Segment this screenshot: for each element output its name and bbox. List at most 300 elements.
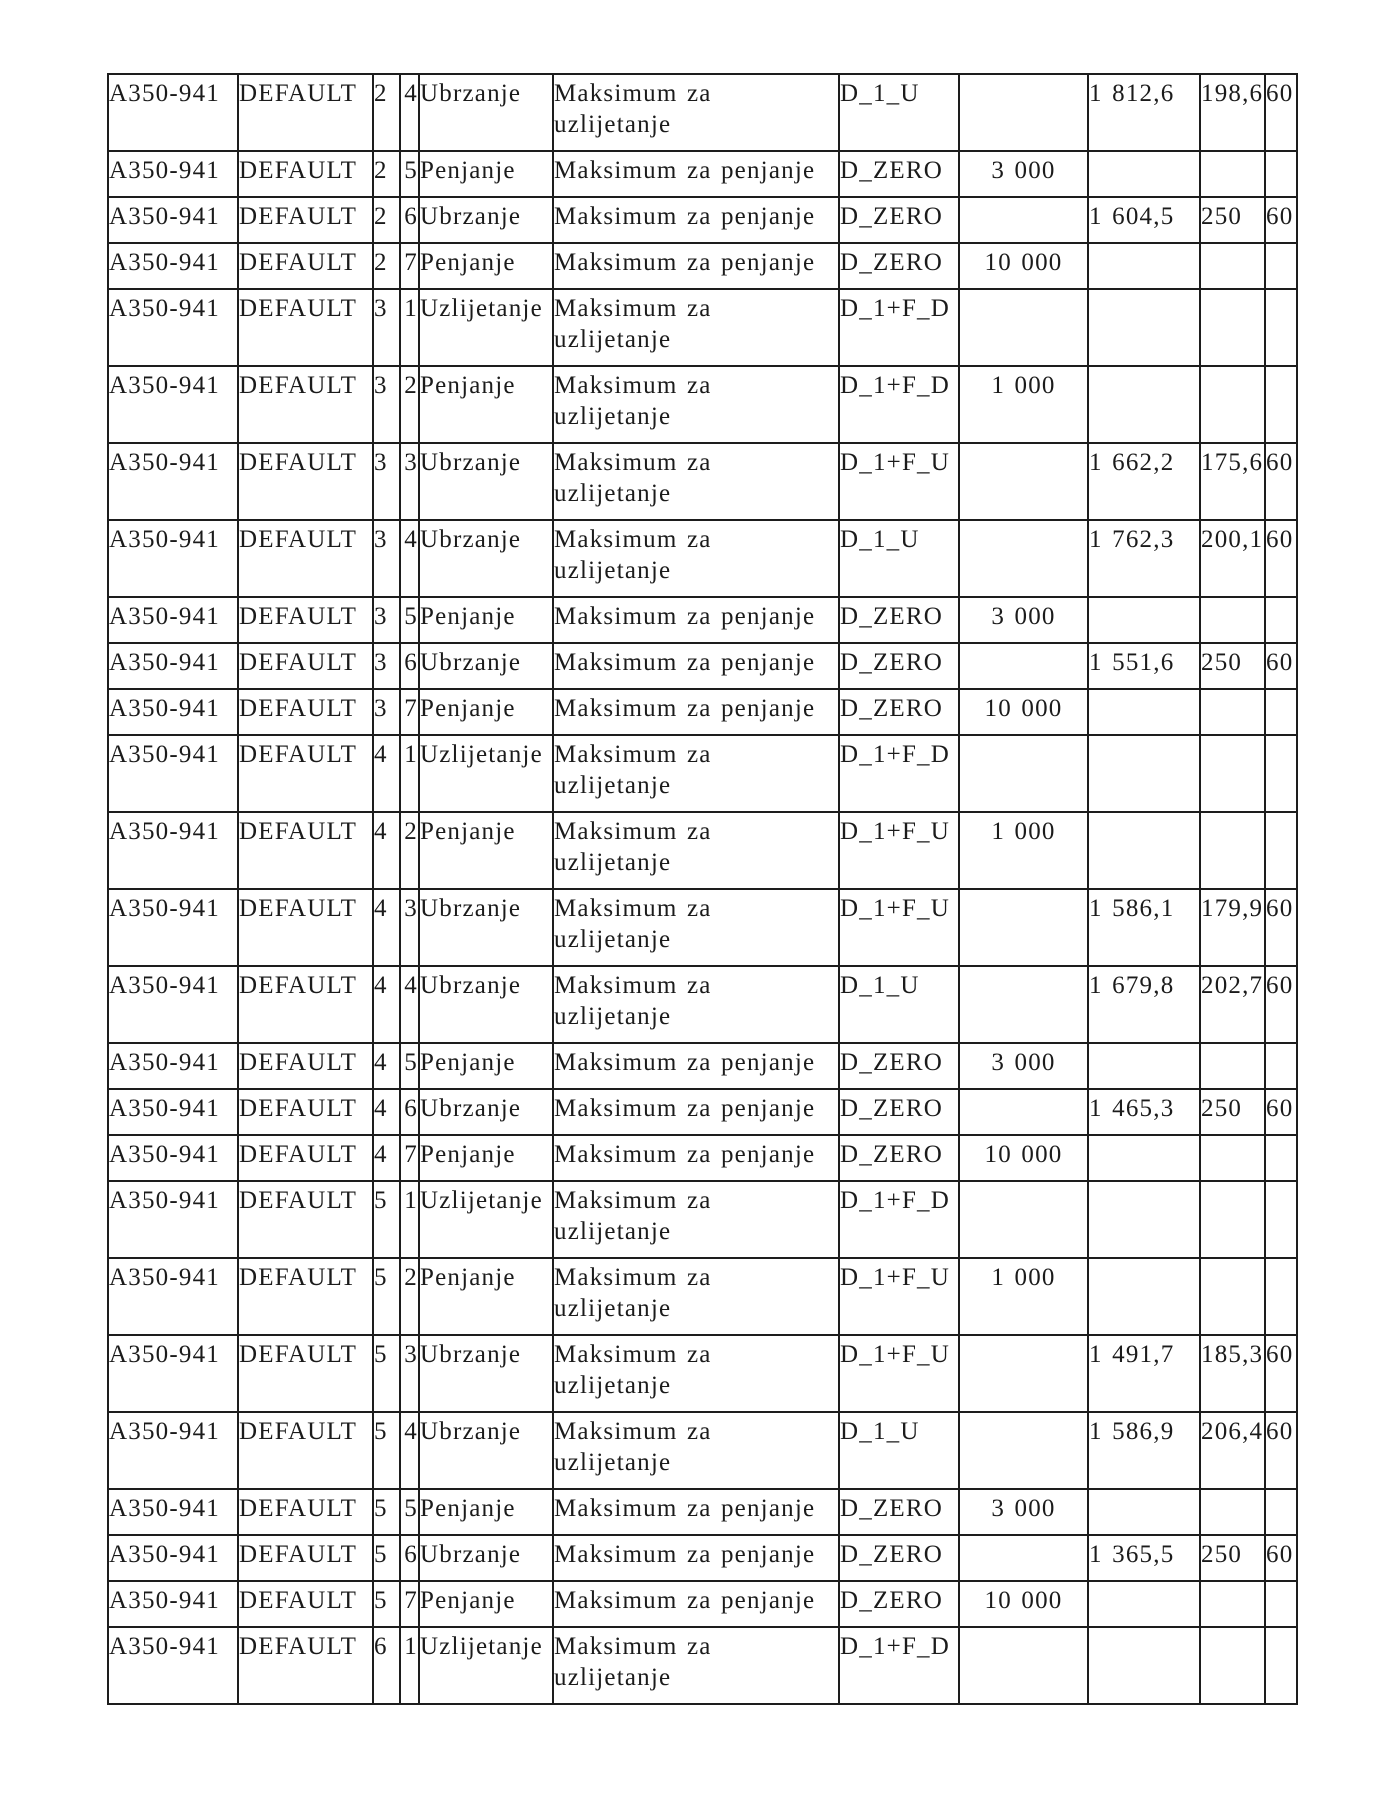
cell-aircraft: A350-941 bbox=[108, 1489, 238, 1535]
table-row bbox=[108, 1535, 1297, 1581]
cell-altitude: 10 000 bbox=[959, 1135, 1088, 1181]
cell-altitude bbox=[959, 889, 1088, 966]
cell-value-3: 60 bbox=[1265, 520, 1297, 597]
cell-segment: Penjanje bbox=[419, 689, 553, 735]
cell-profile: DEFAULT bbox=[238, 366, 373, 443]
table-body bbox=[108, 74, 1297, 1704]
description-text: Maksimum za uzlijetanje bbox=[554, 372, 712, 430]
cell-value-1 bbox=[1088, 1627, 1200, 1704]
cell-point-no: 6 bbox=[400, 643, 419, 689]
table-row bbox=[108, 289, 1297, 366]
cell-value-3 bbox=[1265, 243, 1297, 289]
cell-profile: DEFAULT bbox=[238, 520, 373, 597]
cell-profile-no: 4 bbox=[373, 1135, 400, 1181]
cell-value-3 bbox=[1265, 289, 1297, 366]
cell-point-no: 5 bbox=[400, 1043, 419, 1089]
cell-value-3: 60 bbox=[1265, 1412, 1297, 1489]
cell-profile: DEFAULT bbox=[238, 597, 373, 643]
cell-value-3: 60 bbox=[1265, 1089, 1297, 1135]
cell-value-3 bbox=[1265, 812, 1297, 889]
cell-aircraft: A350-941 bbox=[108, 1181, 238, 1258]
cell-aircraft: A350-941 bbox=[108, 1581, 238, 1627]
cell-value-3: 60 bbox=[1265, 643, 1297, 689]
cell-value-3 bbox=[1265, 1135, 1297, 1181]
cell-profile: DEFAULT bbox=[238, 1135, 373, 1181]
cell-segment: Penjanje bbox=[419, 1258, 553, 1335]
cell-flap-config: D_1_U bbox=[839, 1412, 959, 1489]
cell-value-1: 1 365,5 bbox=[1088, 1535, 1200, 1581]
cell-value-2 bbox=[1200, 1258, 1265, 1335]
cell-point-no: 7 bbox=[400, 1581, 419, 1627]
cell-aircraft: A350-941 bbox=[108, 735, 238, 812]
cell-profile-no: 4 bbox=[373, 735, 400, 812]
cell-thrust-context: Maksimum za penjanje bbox=[553, 1581, 839, 1627]
description-text: Maksimum za uzlijetanje bbox=[554, 295, 712, 353]
cell-aircraft: A350-941 bbox=[108, 520, 238, 597]
cell-aircraft: A350-941 bbox=[108, 243, 238, 289]
cell-point-no: 7 bbox=[400, 689, 419, 735]
cell-aircraft: A350-941 bbox=[108, 151, 238, 197]
cell-value-1 bbox=[1088, 689, 1200, 735]
cell-segment: Penjanje bbox=[419, 597, 553, 643]
cell-segment: Uzlijetanje bbox=[419, 735, 553, 812]
cell-value-2 bbox=[1200, 1581, 1265, 1627]
cell-flap-config: D_1_U bbox=[839, 520, 959, 597]
cell-profile-no: 4 bbox=[373, 966, 400, 1043]
cell-aircraft: A350-941 bbox=[108, 1135, 238, 1181]
cell-thrust-context: Maksimum za penjanje bbox=[553, 1135, 839, 1181]
cell-profile: DEFAULT bbox=[238, 1043, 373, 1089]
cell-value-1 bbox=[1088, 597, 1200, 643]
cell-profile: DEFAULT bbox=[238, 812, 373, 889]
cell-altitude bbox=[959, 443, 1088, 520]
cell-profile-no: 2 bbox=[373, 74, 400, 151]
cell-value-2 bbox=[1200, 1135, 1265, 1181]
cell-profile: DEFAULT bbox=[238, 1181, 373, 1258]
cell-profile-no: 5 bbox=[373, 1489, 400, 1535]
cell-segment: Penjanje bbox=[419, 1135, 553, 1181]
cell-altitude: 10 000 bbox=[959, 243, 1088, 289]
cell-segment: Penjanje bbox=[419, 1581, 553, 1627]
cell-flap-config: D_ZERO bbox=[839, 1043, 959, 1089]
cell-segment: Ubrzanje bbox=[419, 74, 553, 151]
cell-segment: Penjanje bbox=[419, 1043, 553, 1089]
cell-value-1: 1 586,1 bbox=[1088, 889, 1200, 966]
cell-value-3: 60 bbox=[1265, 443, 1297, 520]
cell-profile-no: 2 bbox=[373, 197, 400, 243]
cell-thrust-context bbox=[553, 1412, 839, 1489]
cell-value-3 bbox=[1265, 1181, 1297, 1258]
cell-altitude bbox=[959, 197, 1088, 243]
cell-profile: DEFAULT bbox=[238, 289, 373, 366]
cell-aircraft: A350-941 bbox=[108, 289, 238, 366]
description-text: Maksimum za uzlijetanje bbox=[554, 526, 712, 584]
cell-thrust-context bbox=[553, 289, 839, 366]
cell-altitude: 10 000 bbox=[959, 689, 1088, 735]
cell-value-3: 60 bbox=[1265, 74, 1297, 151]
cell-value-1 bbox=[1088, 1135, 1200, 1181]
cell-profile: DEFAULT bbox=[238, 1412, 373, 1489]
cell-flap-config: D_1_U bbox=[839, 966, 959, 1043]
cell-value-2: 185,3 bbox=[1200, 1335, 1265, 1412]
cell-profile-no: 5 bbox=[373, 1181, 400, 1258]
cell-value-2: 250 bbox=[1200, 1089, 1265, 1135]
cell-flap-config: D_1_U bbox=[839, 74, 959, 151]
cell-thrust-context bbox=[553, 889, 839, 966]
cell-flap-config: D_1+F_U bbox=[839, 1258, 959, 1335]
cell-altitude bbox=[959, 520, 1088, 597]
cell-point-no: 2 bbox=[400, 1258, 419, 1335]
cell-altitude bbox=[959, 74, 1088, 151]
cell-aircraft: A350-941 bbox=[108, 197, 238, 243]
cell-value-2: 202,7 bbox=[1200, 966, 1265, 1043]
cell-value-3 bbox=[1265, 1043, 1297, 1089]
cell-value-2 bbox=[1200, 151, 1265, 197]
cell-segment: Uzlijetanje bbox=[419, 1627, 553, 1704]
cell-value-1: 1 762,3 bbox=[1088, 520, 1200, 597]
description-text: Maksimum za uzlijetanje bbox=[554, 972, 712, 1030]
cell-segment: Ubrzanje bbox=[419, 1335, 553, 1412]
cell-thrust-context: Maksimum za penjanje bbox=[553, 197, 839, 243]
cell-aircraft: A350-941 bbox=[108, 443, 238, 520]
cell-point-no: 1 bbox=[400, 1181, 419, 1258]
cell-flap-config: D_1+F_U bbox=[839, 812, 959, 889]
description-text: Maksimum za uzlijetanje bbox=[554, 449, 712, 507]
cell-profile-no: 6 bbox=[373, 1627, 400, 1704]
cell-value-1 bbox=[1088, 1581, 1200, 1627]
cell-value-1: 1 551,6 bbox=[1088, 643, 1200, 689]
cell-thrust-context: Maksimum za penjanje bbox=[553, 243, 839, 289]
description-text: Maksimum za uzlijetanje bbox=[554, 818, 712, 876]
cell-altitude: 1 000 bbox=[959, 1258, 1088, 1335]
table-row bbox=[108, 1089, 1297, 1135]
cell-aircraft: A350-941 bbox=[108, 1089, 238, 1135]
cell-value-1 bbox=[1088, 243, 1200, 289]
cell-profile-no: 5 bbox=[373, 1581, 400, 1627]
cell-value-1 bbox=[1088, 366, 1200, 443]
cell-value-1: 1 679,8 bbox=[1088, 966, 1200, 1043]
cell-value-3 bbox=[1265, 689, 1297, 735]
table-row bbox=[108, 1335, 1297, 1412]
cell-flap-config: D_ZERO bbox=[839, 1535, 959, 1581]
table-row bbox=[108, 151, 1297, 197]
description-text: Maksimum za uzlijetanje bbox=[554, 1187, 712, 1245]
table-row bbox=[108, 1135, 1297, 1181]
cell-value-2: 175,6 bbox=[1200, 443, 1265, 520]
cell-flap-config: D_1+F_D bbox=[839, 366, 959, 443]
table-row bbox=[108, 735, 1297, 812]
cell-altitude: 3 000 bbox=[959, 1043, 1088, 1089]
cell-value-1: 1 812,6 bbox=[1088, 74, 1200, 151]
table-row bbox=[108, 197, 1297, 243]
cell-value-2 bbox=[1200, 689, 1265, 735]
cell-profile: DEFAULT bbox=[238, 443, 373, 520]
cell-aircraft: A350-941 bbox=[108, 1412, 238, 1489]
cell-altitude bbox=[959, 1335, 1088, 1412]
table-row bbox=[108, 520, 1297, 597]
cell-altitude bbox=[959, 1535, 1088, 1581]
cell-segment: Uzlijetanje bbox=[419, 289, 553, 366]
cell-value-1: 1 586,9 bbox=[1088, 1412, 1200, 1489]
cell-point-no: 6 bbox=[400, 1535, 419, 1581]
cell-profile: DEFAULT bbox=[238, 889, 373, 966]
cell-profile-no: 4 bbox=[373, 1043, 400, 1089]
cell-value-3 bbox=[1265, 1489, 1297, 1535]
cell-segment: Ubrzanje bbox=[419, 197, 553, 243]
cell-profile-no: 5 bbox=[373, 1258, 400, 1335]
cell-value-2 bbox=[1200, 1043, 1265, 1089]
description-text: Maksimum za uzlijetanje bbox=[554, 1264, 712, 1322]
table-row bbox=[108, 243, 1297, 289]
cell-value-2 bbox=[1200, 1181, 1265, 1258]
cell-segment: Ubrzanje bbox=[419, 643, 553, 689]
table-row bbox=[108, 689, 1297, 735]
description-text: Maksimum za uzlijetanje bbox=[554, 895, 712, 953]
cell-thrust-context: Maksimum za penjanje bbox=[553, 1089, 839, 1135]
cell-point-no: 5 bbox=[400, 151, 419, 197]
cell-aircraft: A350-941 bbox=[108, 966, 238, 1043]
cell-value-1: 1 491,7 bbox=[1088, 1335, 1200, 1412]
cell-profile-no: 4 bbox=[373, 812, 400, 889]
cell-point-no: 4 bbox=[400, 1412, 419, 1489]
cell-value-2 bbox=[1200, 1627, 1265, 1704]
cell-value-1 bbox=[1088, 1043, 1200, 1089]
cell-value-1 bbox=[1088, 1489, 1200, 1535]
cell-value-3 bbox=[1265, 1258, 1297, 1335]
cell-value-2: 179,9 bbox=[1200, 889, 1265, 966]
cell-altitude bbox=[959, 1089, 1088, 1135]
cell-profile: DEFAULT bbox=[238, 1089, 373, 1135]
cell-altitude bbox=[959, 966, 1088, 1043]
cell-value-1 bbox=[1088, 1181, 1200, 1258]
cell-altitude: 3 000 bbox=[959, 1489, 1088, 1535]
cell-value-2 bbox=[1200, 1489, 1265, 1535]
description-text: Maksimum za uzlijetanje bbox=[554, 741, 712, 799]
cell-altitude bbox=[959, 643, 1088, 689]
cell-flap-config: D_1+F_D bbox=[839, 735, 959, 812]
table-row bbox=[108, 597, 1297, 643]
cell-value-3 bbox=[1265, 1627, 1297, 1704]
cell-profile-no: 3 bbox=[373, 443, 400, 520]
table-row bbox=[108, 1181, 1297, 1258]
cell-point-no: 1 bbox=[400, 1627, 419, 1704]
cell-aircraft: A350-941 bbox=[108, 1335, 238, 1412]
cell-point-no: 1 bbox=[400, 289, 419, 366]
cell-thrust-context: Maksimum za penjanje bbox=[553, 151, 839, 197]
cell-profile-no: 5 bbox=[373, 1535, 400, 1581]
cell-segment: Penjanje bbox=[419, 1489, 553, 1535]
cell-point-no: 3 bbox=[400, 1335, 419, 1412]
cell-value-2 bbox=[1200, 289, 1265, 366]
cell-thrust-context: Maksimum za penjanje bbox=[553, 689, 839, 735]
cell-thrust-context bbox=[553, 1335, 839, 1412]
cell-profile: DEFAULT bbox=[238, 966, 373, 1043]
table-row bbox=[108, 1489, 1297, 1535]
cell-thrust-context bbox=[553, 366, 839, 443]
cell-flap-config: D_1+F_U bbox=[839, 1335, 959, 1412]
cell-profile-no: 3 bbox=[373, 689, 400, 735]
cell-aircraft: A350-941 bbox=[108, 1535, 238, 1581]
table-row bbox=[108, 443, 1297, 520]
cell-value-1 bbox=[1088, 812, 1200, 889]
cell-value-3 bbox=[1265, 151, 1297, 197]
cell-value-2: 250 bbox=[1200, 197, 1265, 243]
cell-segment: Ubrzanje bbox=[419, 889, 553, 966]
cell-value-3: 60 bbox=[1265, 197, 1297, 243]
cell-flap-config: D_ZERO bbox=[839, 243, 959, 289]
cell-thrust-context bbox=[553, 966, 839, 1043]
cell-altitude bbox=[959, 1181, 1088, 1258]
cell-profile-no: 5 bbox=[373, 1412, 400, 1489]
cell-value-2 bbox=[1200, 735, 1265, 812]
cell-profile: DEFAULT bbox=[238, 1335, 373, 1412]
cell-aircraft: A350-941 bbox=[108, 889, 238, 966]
cell-point-no: 5 bbox=[400, 597, 419, 643]
cell-flap-config: D_ZERO bbox=[839, 643, 959, 689]
cell-segment: Penjanje bbox=[419, 366, 553, 443]
cell-profile-no: 4 bbox=[373, 1089, 400, 1135]
cell-segment: Uzlijetanje bbox=[419, 1181, 553, 1258]
cell-value-1: 1 662,2 bbox=[1088, 443, 1200, 520]
cell-thrust-context bbox=[553, 74, 839, 151]
table-row bbox=[108, 366, 1297, 443]
cell-profile: DEFAULT bbox=[238, 1581, 373, 1627]
cell-value-3 bbox=[1265, 597, 1297, 643]
cell-aircraft: A350-941 bbox=[108, 366, 238, 443]
cell-value-1 bbox=[1088, 289, 1200, 366]
cell-point-no: 6 bbox=[400, 197, 419, 243]
cell-value-2: 198,6 bbox=[1200, 74, 1265, 151]
cell-thrust-context bbox=[553, 1181, 839, 1258]
cell-segment: Ubrzanje bbox=[419, 443, 553, 520]
cell-flap-config: D_ZERO bbox=[839, 597, 959, 643]
cell-profile: DEFAULT bbox=[238, 1535, 373, 1581]
table-row bbox=[108, 74, 1297, 151]
cell-thrust-context: Maksimum za penjanje bbox=[553, 643, 839, 689]
cell-thrust-context: Maksimum za penjanje bbox=[553, 1535, 839, 1581]
cell-aircraft: A350-941 bbox=[108, 1258, 238, 1335]
cell-flap-config: D_ZERO bbox=[839, 197, 959, 243]
cell-profile-no: 3 bbox=[373, 597, 400, 643]
table-row bbox=[108, 1258, 1297, 1335]
cell-profile-no: 2 bbox=[373, 151, 400, 197]
table-row bbox=[108, 643, 1297, 689]
cell-altitude bbox=[959, 289, 1088, 366]
cell-segment: Ubrzanje bbox=[419, 1535, 553, 1581]
cell-flap-config: D_1+F_D bbox=[839, 289, 959, 366]
cell-point-no: 3 bbox=[400, 889, 419, 966]
cell-altitude: 10 000 bbox=[959, 1581, 1088, 1627]
cell-altitude: 1 000 bbox=[959, 812, 1088, 889]
table-row bbox=[108, 1581, 1297, 1627]
cell-profile: DEFAULT bbox=[238, 243, 373, 289]
cell-point-no: 7 bbox=[400, 243, 419, 289]
cell-altitude: 3 000 bbox=[959, 597, 1088, 643]
cell-point-no: 1 bbox=[400, 735, 419, 812]
cell-value-2 bbox=[1200, 243, 1265, 289]
cell-thrust-context: Maksimum za penjanje bbox=[553, 1043, 839, 1089]
cell-flap-config: D_1+F_U bbox=[839, 443, 959, 520]
cell-aircraft: A350-941 bbox=[108, 1627, 238, 1704]
cell-profile-no: 3 bbox=[373, 520, 400, 597]
cell-segment: Ubrzanje bbox=[419, 966, 553, 1043]
cell-thrust-context bbox=[553, 1627, 839, 1704]
cell-value-3: 60 bbox=[1265, 1335, 1297, 1412]
cell-flap-config: D_ZERO bbox=[839, 1089, 959, 1135]
description-text: Maksimum za uzlijetanje bbox=[554, 80, 712, 138]
cell-aircraft: A350-941 bbox=[108, 74, 238, 151]
cell-flap-config: D_ZERO bbox=[839, 151, 959, 197]
aircraft-noise-profile-table bbox=[107, 73, 1298, 1705]
cell-flap-config: D_ZERO bbox=[839, 689, 959, 735]
cell-point-no: 7 bbox=[400, 1135, 419, 1181]
cell-aircraft: A350-941 bbox=[108, 1043, 238, 1089]
cell-thrust-context bbox=[553, 520, 839, 597]
cell-point-no: 5 bbox=[400, 1489, 419, 1535]
cell-value-3: 60 bbox=[1265, 889, 1297, 966]
cell-profile: DEFAULT bbox=[238, 1627, 373, 1704]
cell-flap-config: D_ZERO bbox=[839, 1489, 959, 1535]
cell-altitude bbox=[959, 735, 1088, 812]
cell-value-2 bbox=[1200, 366, 1265, 443]
cell-segment: Penjanje bbox=[419, 243, 553, 289]
cell-value-1 bbox=[1088, 735, 1200, 812]
table-row bbox=[108, 1412, 1297, 1489]
cell-value-1 bbox=[1088, 151, 1200, 197]
cell-altitude bbox=[959, 1627, 1088, 1704]
cell-segment: Ubrzanje bbox=[419, 1412, 553, 1489]
cell-value-3 bbox=[1265, 1581, 1297, 1627]
cell-value-2: 200,1 bbox=[1200, 520, 1265, 597]
cell-flap-config: D_ZERO bbox=[839, 1135, 959, 1181]
cell-point-no: 4 bbox=[400, 74, 419, 151]
cell-altitude: 1 000 bbox=[959, 366, 1088, 443]
cell-profile-no: 4 bbox=[373, 889, 400, 966]
cell-value-2 bbox=[1200, 812, 1265, 889]
table-row bbox=[108, 812, 1297, 889]
cell-aircraft: A350-941 bbox=[108, 812, 238, 889]
cell-aircraft: A350-941 bbox=[108, 597, 238, 643]
cell-value-3: 60 bbox=[1265, 1535, 1297, 1581]
cell-profile-no: 5 bbox=[373, 1335, 400, 1412]
cell-aircraft: A350-941 bbox=[108, 643, 238, 689]
cell-profile: DEFAULT bbox=[238, 74, 373, 151]
cell-value-3: 60 bbox=[1265, 966, 1297, 1043]
cell-thrust-context: Maksimum za penjanje bbox=[553, 597, 839, 643]
cell-value-1: 1 465,3 bbox=[1088, 1089, 1200, 1135]
cell-thrust-context bbox=[553, 443, 839, 520]
cell-value-1: 1 604,5 bbox=[1088, 197, 1200, 243]
cell-value-1 bbox=[1088, 1258, 1200, 1335]
cell-profile: DEFAULT bbox=[238, 689, 373, 735]
cell-flap-config: D_ZERO bbox=[839, 1581, 959, 1627]
cell-point-no: 3 bbox=[400, 443, 419, 520]
cell-flap-config: D_1+F_D bbox=[839, 1627, 959, 1704]
cell-value-2 bbox=[1200, 597, 1265, 643]
cell-thrust-context bbox=[553, 735, 839, 812]
cell-flap-config: D_1+F_D bbox=[839, 1181, 959, 1258]
cell-profile-no: 3 bbox=[373, 643, 400, 689]
description-text: Maksimum za uzlijetanje bbox=[554, 1633, 712, 1691]
cell-altitude bbox=[959, 1412, 1088, 1489]
table-row bbox=[108, 1043, 1297, 1089]
cell-segment: Penjanje bbox=[419, 151, 553, 197]
cell-profile: DEFAULT bbox=[238, 1489, 373, 1535]
cell-aircraft: A350-941 bbox=[108, 689, 238, 735]
cell-altitude: 3 000 bbox=[959, 151, 1088, 197]
cell-point-no: 2 bbox=[400, 812, 419, 889]
cell-value-3 bbox=[1265, 735, 1297, 812]
